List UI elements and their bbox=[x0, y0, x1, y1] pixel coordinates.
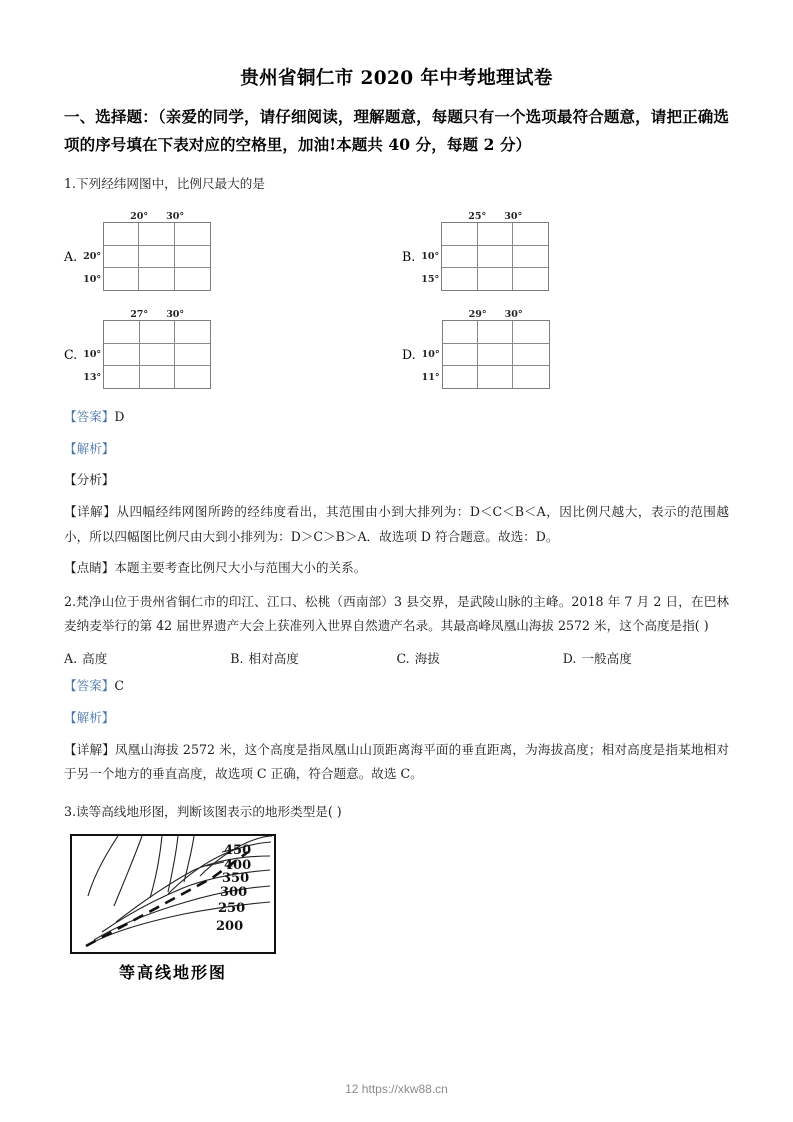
grid-cell bbox=[442, 268, 477, 290]
figure-a-grid-column bbox=[103, 208, 211, 291]
grid-cell bbox=[478, 366, 513, 388]
question-1-stem: 1.下列经纬网图中，比例尺最大的是 bbox=[64, 176, 265, 192]
figure-c-lat-labels bbox=[83, 306, 101, 389]
question-1-detailed-explanation bbox=[64, 500, 729, 549]
figure-c-lat-1: 10° bbox=[83, 349, 102, 361]
figure-a-lat-2: 10° bbox=[83, 274, 102, 286]
figure-b-lat-labels bbox=[421, 208, 439, 291]
option-c-letter: C. bbox=[396, 651, 410, 667]
question-2-option-a[interactable] bbox=[64, 648, 230, 667]
question-2-analysis-line bbox=[64, 706, 729, 731]
grid-cell bbox=[175, 344, 210, 366]
answer-value: C bbox=[114, 678, 125, 694]
grid-cell bbox=[104, 321, 139, 343]
grid-cell bbox=[139, 268, 174, 290]
figure-a-grid bbox=[103, 222, 211, 291]
grid-cell bbox=[104, 223, 139, 245]
figure-d-grid-column bbox=[442, 306, 550, 389]
figure-b-lon-2: 30° bbox=[504, 211, 523, 223]
figure-b-grid-column bbox=[441, 208, 549, 291]
grid-cell bbox=[442, 246, 477, 268]
question-2-answer-line bbox=[64, 674, 729, 699]
grid-cell bbox=[478, 223, 513, 245]
contour-label-400: 400 bbox=[224, 857, 252, 873]
contour-label-250: 250 bbox=[218, 900, 246, 916]
contour-label-450: 450 bbox=[224, 842, 252, 858]
grid-cell bbox=[513, 223, 548, 245]
figure-c-grid bbox=[103, 320, 211, 389]
figure-a-lon-labels bbox=[103, 208, 211, 222]
grid-cell bbox=[513, 344, 548, 366]
figure-d-lon-labels bbox=[442, 306, 550, 320]
contour-line-upper-1 bbox=[88, 836, 118, 896]
question-2-option-d[interactable] bbox=[563, 648, 729, 667]
grid-cell bbox=[478, 321, 513, 343]
page-footer: 12 https://xkw88.cn bbox=[345, 1082, 448, 1096]
option-a-letter: A. bbox=[64, 651, 78, 667]
dianjing-text: 本题主要考查比例尺大小与范围大小的关系。 bbox=[114, 560, 367, 576]
figure-b-lat-2: 15° bbox=[421, 274, 440, 286]
figure-d-lon-2: 30° bbox=[504, 309, 523, 321]
grid-cell bbox=[175, 268, 210, 290]
grid-cell bbox=[513, 246, 548, 268]
grid-cell bbox=[140, 344, 175, 366]
analysis-tag: 【解析】 bbox=[64, 710, 115, 725]
grid-cell bbox=[175, 223, 210, 245]
figure-option-c bbox=[64, 306, 211, 389]
question-2-options bbox=[64, 648, 729, 667]
option-a-text: 高度 bbox=[82, 651, 108, 667]
figure-option-d bbox=[402, 306, 550, 389]
figure-c-lon-labels bbox=[103, 306, 211, 320]
xiangjie-tag: 【详解】 bbox=[64, 503, 117, 519]
grid-cell bbox=[175, 366, 210, 388]
xiangjie-tag: 【详解】 bbox=[64, 741, 116, 757]
contour-label-300: 300 bbox=[220, 884, 248, 900]
question-1-dianjing bbox=[64, 556, 729, 581]
grid-cell bbox=[139, 223, 174, 245]
contour-label-200: 200 bbox=[216, 918, 244, 934]
fenxi-tag: 【分析】 bbox=[64, 472, 115, 488]
figure-option-b bbox=[402, 208, 549, 291]
figure-d-lat-1: 10° bbox=[421, 349, 440, 361]
xiangjie-text: 从四幅经纬网图所跨的经纬度看出，其范围由小到大排列为：D＜C＜B＜A，因比例尺越大，表示的范围越小，所以四幅图比例尺由大到小排列为：D＞C＞B＞A．故选项 D 符合题意。故选：D。 bbox=[64, 503, 729, 544]
question-2-option-b[interactable] bbox=[230, 648, 396, 667]
option-d-letter: D. bbox=[562, 651, 577, 667]
figure-b-lat-1: 10° bbox=[421, 251, 440, 263]
question-1-analysis-line bbox=[64, 437, 729, 462]
figure-c-letter: C. bbox=[64, 347, 78, 363]
question-3-stem: 3.读等高线地形图，判断该图表示的地形类型是( ) bbox=[64, 803, 342, 819]
contour-line-upper-4 bbox=[168, 836, 178, 892]
figure-b-grid bbox=[441, 222, 549, 291]
grid-cell bbox=[104, 268, 139, 290]
grid-cell bbox=[104, 246, 139, 268]
grid-cell bbox=[513, 366, 548, 388]
figure-a-lon-1: 20° bbox=[130, 211, 149, 223]
option-c-text: 海拔 bbox=[414, 651, 440, 667]
grid-cell bbox=[443, 344, 478, 366]
option-b-text: 相对高度 bbox=[248, 651, 299, 667]
grid-cell bbox=[104, 344, 139, 366]
figure-a-letter: A. bbox=[64, 249, 78, 265]
figure-d-lat-labels bbox=[422, 306, 440, 389]
grid-cell bbox=[513, 321, 548, 343]
question-1-figures bbox=[64, 208, 729, 398]
question-1-answer-line bbox=[64, 405, 729, 430]
figure-a-lat-labels bbox=[83, 208, 101, 291]
question-2-stem: 2.梵净山位于贵州省铜仁市的印江、江口、松桃（西南部）3 县交界，是武陵山脉的主峰。2018 年 7 月 2 日，在巴林麦纳麦举行的第 42 届世界遗产大会上获准列入世界自然遗产名录。其最高峰凤凰山海拔 2572 米，这个高度是指( ) bbox=[64, 593, 729, 633]
figure-c-lon-2: 30° bbox=[166, 309, 185, 321]
grid-cell bbox=[478, 344, 513, 366]
figure-b-lon-1: 25° bbox=[468, 211, 487, 223]
question-3-figure bbox=[70, 834, 285, 983]
grid-cell bbox=[442, 223, 477, 245]
grid-cell bbox=[175, 246, 210, 268]
grid-cell bbox=[478, 246, 513, 268]
contour-line-upper-2 bbox=[114, 836, 142, 906]
figure-d-letter: D. bbox=[402, 347, 416, 363]
section-heading: 一、选择题：（亲爱的同学，请仔细阅读，理解题意，每题只有一个选项最符合题意，请把正确选项的序号填在下表对应的空格里，加油!本题共 40 分，每题 2 分） bbox=[64, 107, 729, 155]
page-title: 贵州省铜仁市 2020 年中考地理试卷 bbox=[240, 68, 553, 89]
contour-line-upper-3 bbox=[150, 836, 162, 898]
option-d-text: 一般高度 bbox=[581, 651, 632, 667]
contour-map-svg bbox=[72, 836, 274, 952]
grid-cell bbox=[175, 321, 210, 343]
question-1-fenxi-line bbox=[64, 468, 729, 493]
answer-value: D bbox=[114, 409, 125, 425]
figure-c-lon-1: 27° bbox=[130, 309, 149, 321]
contour-map-box bbox=[70, 834, 276, 954]
analysis-tag: 【解析】 bbox=[64, 440, 115, 456]
figure-a-lon-2: 30° bbox=[166, 211, 185, 223]
grid-cell bbox=[140, 366, 175, 388]
question-2-detailed-explanation bbox=[64, 738, 729, 787]
figure-d-lat-2: 11° bbox=[421, 372, 440, 384]
grid-cell bbox=[140, 321, 175, 343]
figure-option-a bbox=[64, 208, 211, 291]
figure-d-grid bbox=[442, 320, 550, 389]
figure-b-letter: B. bbox=[402, 249, 416, 265]
dianjing-tag: 【点睛】 bbox=[64, 560, 115, 576]
xiangjie-text: 凤凰山海拔 2572 米，这个高度是指凤凰山山顶距离海平面的垂直距离，为海拔高度；相对高度是指某地相对于另一个地方的垂直高度，故选项 C 正确，符合题意。故选 C。 bbox=[64, 741, 730, 782]
grid-cell bbox=[139, 246, 174, 268]
grid-cell bbox=[443, 321, 478, 343]
figure-a-lat-1: 20° bbox=[83, 251, 102, 263]
figure-c-grid-column bbox=[103, 306, 211, 389]
question-2-option-c[interactable] bbox=[397, 648, 563, 667]
figure-b-lon-labels bbox=[441, 208, 549, 222]
figure-c-lat-2: 13° bbox=[83, 372, 102, 384]
answer-tag: 【答案】 bbox=[64, 678, 115, 694]
figure-d-lon-1: 29° bbox=[468, 309, 487, 321]
grid-cell bbox=[478, 268, 513, 290]
grid-cell bbox=[513, 268, 548, 290]
answer-tag: 【答案】 bbox=[64, 409, 115, 425]
grid-cell bbox=[443, 366, 478, 388]
grid-cell bbox=[104, 366, 139, 388]
option-b-letter: B. bbox=[230, 651, 244, 667]
question-3-figure-caption: 等高线地形图 bbox=[118, 962, 227, 982]
contour-label-350: 350 bbox=[222, 870, 250, 886]
